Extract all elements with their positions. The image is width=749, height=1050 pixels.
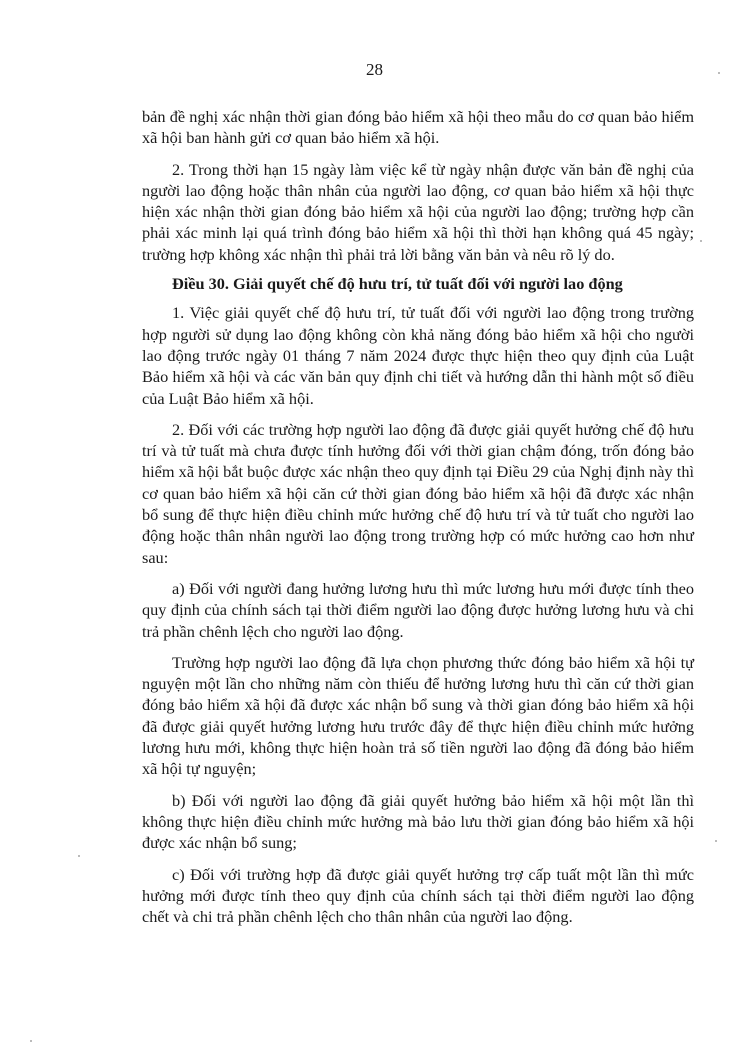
article-30-heading: Điều 30. Giải quyết chế độ hưu trí, tử tuất đối với người lao động <box>172 274 623 294</box>
article-30-point-c: c) Đối với trường hợp đã được giải quyết hưởng trợ cấp tuất một lần thì mức hưởng mới được tính theo quy định của chính sách tại thời điểm người lao động chết và chi trả phần chênh lệch cho thân nhân của người lao động. <box>142 864 694 927</box>
scan-speck <box>715 840 717 842</box>
scan-speck <box>718 72 720 74</box>
page-number: 28 <box>366 60 383 79</box>
article-30-point-a-note: Trường hợp người lao động đã lựa chọn phương thức đóng bảo hiểm xã hội tự nguyện một lần cho những năm còn thiếu để hưởng lương hưu thì căn cứ thời gian đóng bảo hiểm xã hội đã được xác nhận bổ sung và thời gian đóng bảo hiểm xã hội đã được giải quyết hưởng lương hưu trước đây để thực hiện điều chỉnh mức hưởng lương hưu mới, không thực hiện hoàn trả số tiền người lao động đã đóng bảo hiểm xã hội tự nguyện; <box>142 652 694 779</box>
article-30-point-a: a) Đối với người đang hưởng lương hưu thì mức lương hưu mới được tính theo quy định của chính sách tại thời điểm người lao động được hưởng lương hưu và chi trả phần chênh lệch cho người lao động. <box>142 578 694 641</box>
article-30-point-b: b) Đối với người lao động đã giải quyết hưởng bảo hiểm xã hội một lần thì không thực hiện điều chỉnh mức hưởng mà bảo lưu thời gian đóng bảo hiểm xã hội được xác nhận bổ sung; <box>142 790 694 853</box>
scan-speck <box>30 1040 32 1042</box>
paragraph-clause-2: 2. Trong thời hạn 15 ngày làm việc kể từ ngày nhận được văn bản đề nghị của người lao động hoặc thân nhân của người lao động, cơ quan bảo hiểm xã hội thực hiện xác nhận thời gian đóng bảo hiểm xã hội của người lao động; trường hợp cần phải xác minh lại quá trình đóng bảo hiểm xã hội thì thời hạn không quá 45 ngày; trường hợp không xác nhận thì phải trả lời bằng văn bản và nêu rõ lý do. <box>142 159 694 264</box>
scan-speck <box>700 240 702 242</box>
paragraph-continuation: bản đề nghị xác nhận thời gian đóng bảo hiểm xã hội theo mẫu do cơ quan bảo hiểm xã hội ban hành gửi cơ quan bảo hiểm xã hội. <box>142 107 694 148</box>
scan-speck <box>78 855 80 857</box>
article-30-clause-2: 2. Đối với các trường hợp người lao động đã được giải quyết hưởng chế độ hưu trí và tử tuất mà chưa được tính hưởng đối với thời gian chậm đóng, trốn đóng bảo hiểm xã hội bắt buộc được xác nhận theo quy định tại Điều 29 của Nghị định này thì cơ quan bảo hiểm xã hội căn cứ thời gian đóng bảo hiểm xã hội đã được xác nhận bổ sung để thực hiện điều chỉnh mức hưởng chế độ hưu trí và tử tuất cho người lao động hoặc thân nhân người lao động trong trường hợp có mức hưởng cao hơn như sau: <box>142 419 694 567</box>
article-30-clause-1: 1. Việc giải quyết chế độ hưu trí, tử tuất đối với người lao động trong trường hợp người sử dụng lao động không còn khả năng đóng bảo hiểm xã hội cho người lao động trước ngày 01 tháng 7 năm 2024 được thực hiện theo quy định của Luật Bảo hiểm xã hội và các văn bản quy định chi tiết và hướng dẫn thi hành một số điều của Luật Bảo hiểm xã hội. <box>142 303 694 408</box>
document-body <box>142 106 694 937</box>
